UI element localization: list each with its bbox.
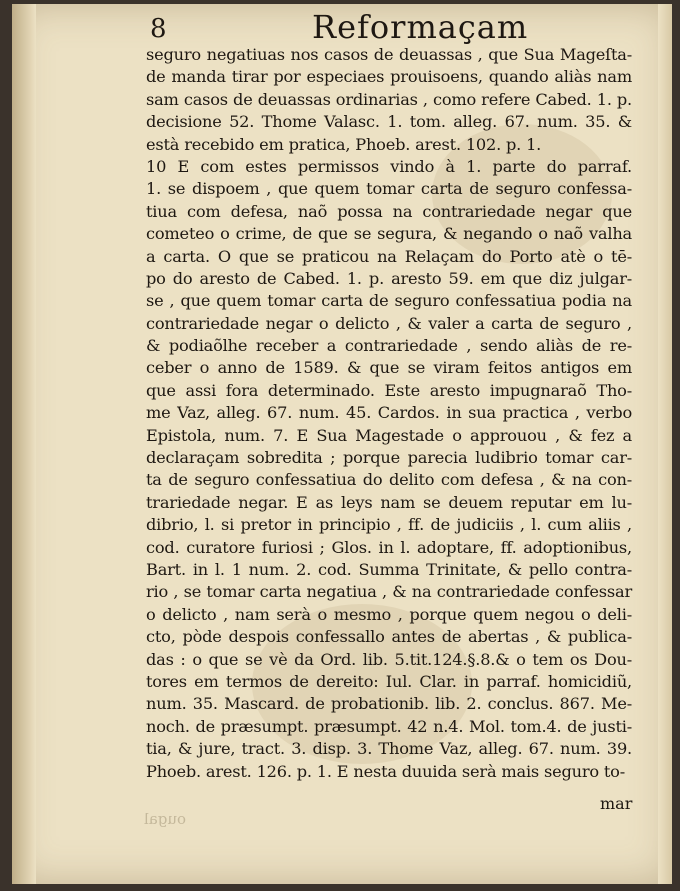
text-line: que assi fora determinado. Este aresto impugnaraõ Tho- xyxy=(146,380,632,400)
text-line: se , que quem tomar carta de seguro confessatiua podia na xyxy=(146,291,632,311)
text-line: està recebido em pratica, Phoeb. arest. 102. p. 1. xyxy=(146,134,542,154)
text-line: num. 35. Mascard. de probationib. lib. 2. conclus. 867. Me- xyxy=(146,694,632,714)
text-line: 1. se dispoem , que quem tomar carta de seguro confessa- xyxy=(146,179,632,199)
body-text xyxy=(146,44,632,783)
text-line: dibrio, l. si pretor in principio , ff. de judiciis , l. cum aliis , xyxy=(146,515,632,535)
text-line: 10 E com estes permissos vindo à 1. parte do parraf. xyxy=(146,156,632,176)
text-line: Epistola, num. 7. E Sua Magestade o approuou , & fez a xyxy=(146,425,632,445)
text-line: decisione 52. Thome Valasc. 1. tom. alleg. 67. num. 35. & xyxy=(146,112,632,132)
text-line: tiua com defesa, naõ possa na contrariedade negar que xyxy=(146,201,632,221)
text-line: po do aresto de Cabed. 1. p. aresto 59. em que diz julgar- xyxy=(146,268,632,288)
text-line: cometeo o crime, de que se segura, & negando o naõ valha xyxy=(146,224,632,244)
text-line: Phoeb. arest. 126. p. 1. E nesta duuida serà mais seguro to- xyxy=(146,761,625,781)
text-line: & podiaõlhe receber a contrariedade , sendo aliàs de re- xyxy=(146,336,632,356)
text-line: noch. de præsumpt. præsumpt. 42 n.4. Mol. tom.4. de justi- xyxy=(146,716,632,736)
text-line: ta de seguro confessatiua do delito com defesa , & na con- xyxy=(146,470,632,490)
catchword: mar xyxy=(600,794,633,813)
text-line: me Vaz, alleg. 67. num. 45. Cardos. in sua practica , verbo xyxy=(146,403,632,423)
text-line: declaraçam sobredita ; porque parecia ludibrio tomar car- xyxy=(146,448,632,468)
text-line: rio , se tomar carta negatiua , & na contrariedade confessar xyxy=(146,582,632,602)
text-line: sam casos de deuassas ordinarias , como refere Cabed. 1. p. xyxy=(146,89,632,109)
text-line: cod. curatore furiosi ; Glos. in l. adoptare, ff. adoptionibus, xyxy=(146,537,632,557)
page-number: 8 xyxy=(150,14,167,44)
page-edge xyxy=(658,4,672,884)
page-gutter xyxy=(12,4,36,884)
text-line: trariedade negar. E as leys nam se deuem reputar em lu- xyxy=(146,492,632,512)
text-line: seguro negatiuas nos casos de deuassas , que Sua Mageſta- xyxy=(146,45,632,64)
text-line: a carta. O que se praticou na Relaçam do Porto atè o tē- xyxy=(146,246,632,266)
text-line: cto, pòde despois confessallo antes de abertas , & publica- xyxy=(146,627,632,647)
text-line: de manda tirar por especiaes prouisoens, quando aliàs nam xyxy=(146,67,632,87)
book-page xyxy=(12,4,672,884)
text-line: ceber o anno de 1589. & que se viram feitos antigos em xyxy=(146,358,632,378)
text-line: tia, & jure, tract. 3. disp. 3. Thome Vaz, alleg. 67. num. 39. xyxy=(146,739,632,759)
text-line: contrariedade negar o delicto , & valer a carta de seguro , xyxy=(146,313,632,333)
running-head: Reformaçam xyxy=(312,8,529,46)
text-line: o delicto , nam serà o mesmo , porque quem negou o deli- xyxy=(146,604,632,624)
text-line: das : o que se vè da Ord. lib. 5.tit.124.§.8.& o tem os Dou- xyxy=(146,649,632,669)
bleed-through-text: ougal xyxy=(144,810,187,828)
text-line: tores em termos de dereito: Iul. Clar. in parraf. homicidiũ, xyxy=(146,671,632,691)
text-line: Bart. in l. 1 num. 2. cod. Summa Trinitate, & pello contra- xyxy=(146,559,632,579)
